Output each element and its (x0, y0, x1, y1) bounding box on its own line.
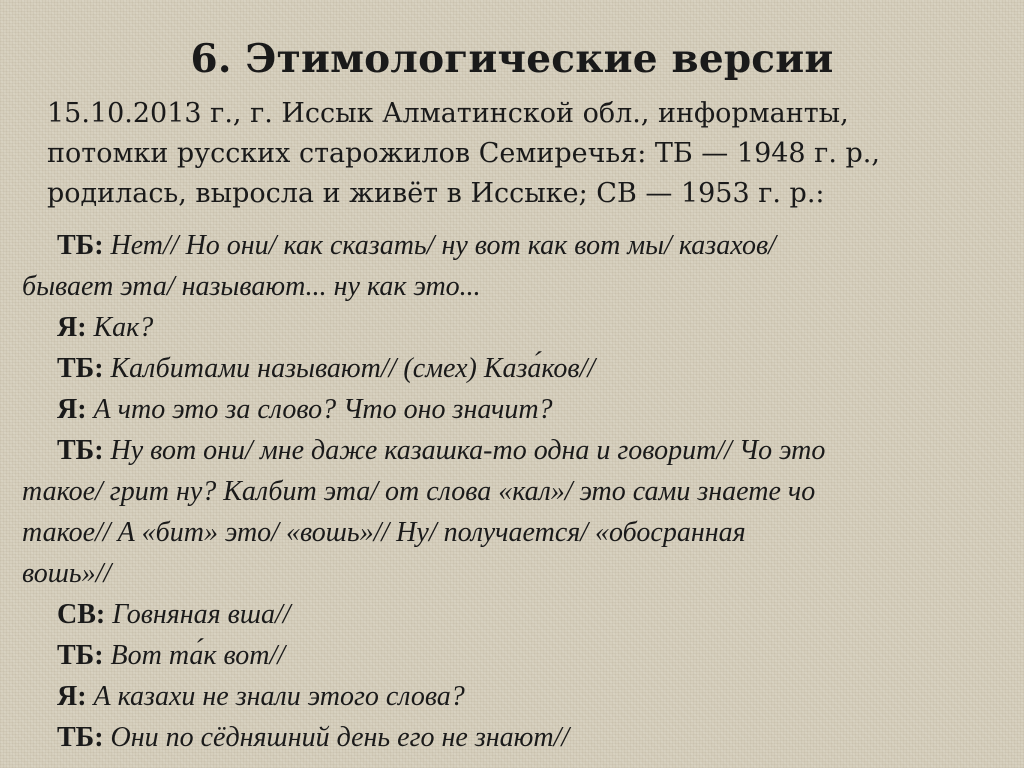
speaker-label: Я: (57, 312, 87, 343)
speech-text: Они по сёдняшний день его не знают// (110, 722, 570, 753)
speech-text: Говняная вша// (112, 599, 291, 630)
dialogue-line (22, 471, 1012, 512)
dialogue-line (22, 717, 1012, 758)
informant-info (47, 94, 997, 214)
speaker-label: ТБ: (57, 640, 104, 671)
info-line: потомки русских старожилов Семиречья: ТБ — 1948 г. р., (47, 138, 880, 169)
speech-text: вошь»// (22, 558, 112, 589)
speaker-label: Я: (57, 394, 87, 425)
speaker-label: ТБ: (57, 722, 104, 753)
speaker-label: ТБ: (57, 435, 104, 466)
dialogue-line (22, 635, 1012, 676)
dialogue-line (22, 430, 1012, 471)
slide-title: 6. Этимологические версии (190, 36, 834, 82)
dialogue-line (22, 512, 1012, 553)
speaker-label: ТБ: (57, 230, 104, 261)
speech-text: А что это за слово? Что оно значит? (93, 394, 553, 425)
info-line: 15.10.2013 г., г. Иссык Алматинской обл., информанты, (47, 98, 849, 129)
speech-text: Как? (93, 312, 154, 343)
dialogue-line (22, 266, 1012, 307)
dialogue-line (22, 225, 1012, 266)
dialogue-line (22, 389, 1012, 430)
speech-text: Ну вот они/ мне даже казашка-то одна и говорит// Чо это (110, 435, 826, 466)
speech-text: А казахи не знали этого слова? (93, 681, 465, 712)
speech-text: такое// А «бит» это/ «вошь»// Ну/ получается/ «обосранная (22, 517, 746, 548)
speech-text: Вот та́к вот// (110, 640, 286, 671)
speech-text: Калбитами называют// (смех) Каза́ков// (110, 353, 596, 384)
speaker-label: Я: (57, 681, 87, 712)
speech-text: бывает эта/ называют... ну как это... (22, 271, 481, 302)
speaker-label: СВ: (57, 599, 106, 630)
speaker-label: ТБ: (57, 353, 104, 384)
dialogue-transcript (22, 225, 1012, 758)
speech-text: Нет// Но они/ как сказать/ ну вот как вот мы/ казахов/ (110, 230, 776, 261)
dialogue-line (22, 676, 1012, 717)
dialogue-line (22, 307, 1012, 348)
dialogue-line (22, 553, 1012, 594)
dialogue-line (22, 594, 1012, 635)
speech-text: такое/ грит ну? Калбит эта/ от слова «кал»/ это сами знаете чо (22, 476, 816, 507)
dialogue-line (22, 348, 1012, 389)
info-line: родилась, выросла и живёт в Иссыке; СВ — 1953 г. р.: (47, 178, 825, 209)
